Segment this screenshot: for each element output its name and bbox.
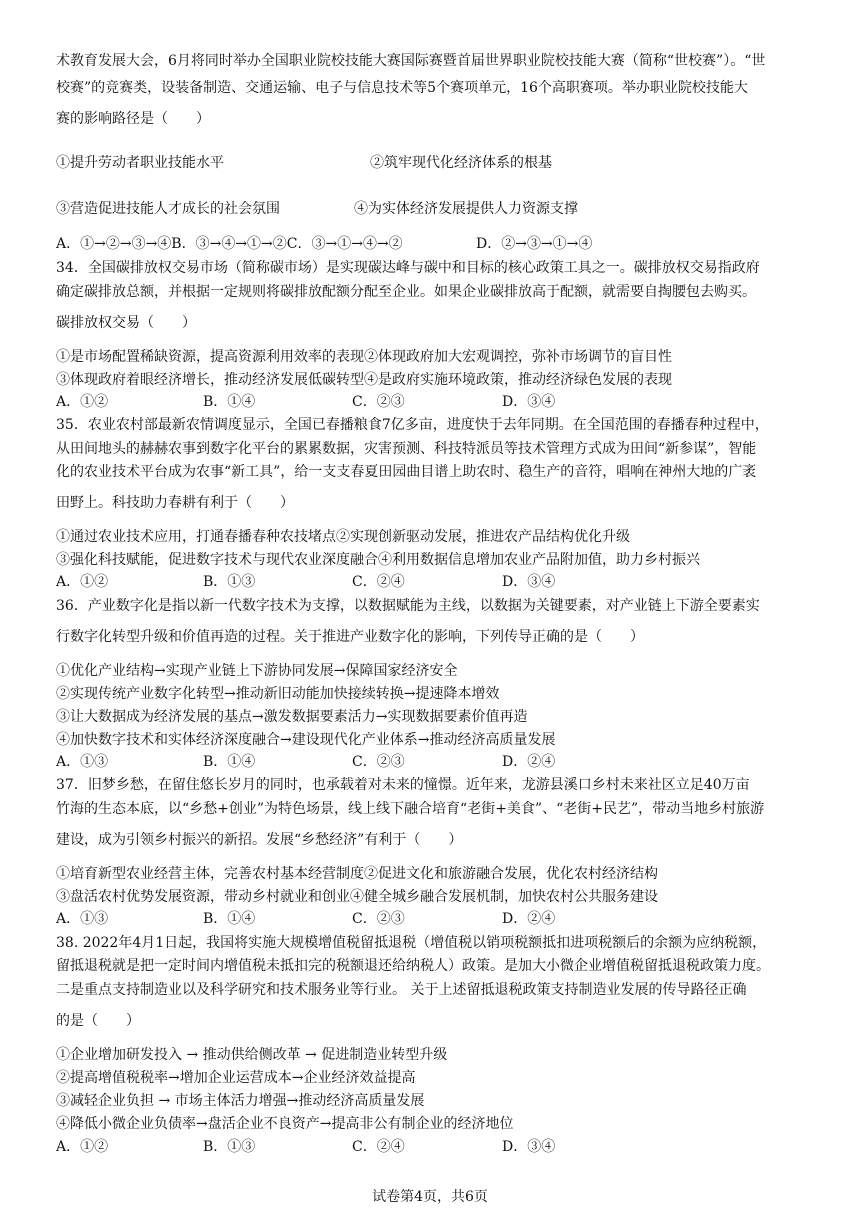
intro-line: 校赛”的竞赛类，设装备制造、交通运输、电子与信息技术等5个赛项单元，16个高职赛项。举办职业院校技能大	[56, 80, 748, 96]
q38-item: ②提高增值税税率→增加企业运营成本→企业经济效益提高	[56, 1070, 416, 1086]
intro-item: ②筑牢现代化经济体系的根基	[370, 155, 552, 171]
q36-option-b: B．①④	[203, 754, 256, 770]
q37-item: ①培育新型农业经营主体，完善农村基本经营制度②促进文化和旅游融合发展，优化农村经济结构	[56, 866, 658, 882]
q38-option-a: A．①②	[56, 1139, 109, 1155]
q38-item: ③减轻企业负担 → 市场主体活力增强→推动经济高质量发展	[56, 1093, 425, 1109]
intro-item: ①提升劳动者职业技能水平	[56, 155, 224, 171]
q34-line: 碳排放权交易（ ）	[56, 315, 196, 331]
q37-option-c: C．②③	[352, 911, 405, 927]
q38-line: 的是（ ）	[56, 1013, 140, 1029]
q34-line: 34．全国碳排放权交易市场（简称碳市场）是实现碳达峰与碳中和目标的核心政策工具之一。碳排放权交易指政府	[56, 260, 760, 276]
q34-option-d: D．③④	[502, 394, 556, 410]
q34-option-a: A．①②	[56, 394, 109, 410]
q35-line: 化的农业技术平台成为农事“新工具”，给一支支春夏田园曲目谱上助农时、稳生产的音符，唱响在神州大地的广袤	[56, 464, 757, 480]
q35-option-c: C．②④	[352, 574, 405, 590]
intro-line: 术教育发展大会，6月将同时举办全国职业院校技能大赛国际赛暨首届世界职业院校技能大赛（简称“世校赛”）。“世	[56, 53, 766, 69]
q36-item: ③让大数据成为经济发展的基点→激发数据要素活力→实现数据要素价值再造	[56, 709, 528, 725]
q36-option-d: D．②④	[502, 754, 556, 770]
q36-option-a: A．①③	[56, 754, 109, 770]
intro-line: 赛的影响路径是（ ）	[56, 111, 210, 127]
q36-item: ①优化产业结构→实现产业链上下游协同发展→保障国家经济安全	[56, 663, 458, 679]
q34-option-b: B．①④	[203, 394, 256, 410]
q35-line: 35．农业农村部最新农情调度显示，全国已春播粮食7亿多亩，进度快于去年同期。在全国范围的春播春种过程中，	[56, 417, 769, 433]
q35-line: 从田间地头的赫赫农事到数字化平台的累累数据，灾害预测、科技特派员等技术管理方式成为田间“新参谋”，智能	[56, 441, 757, 457]
q35-item: ③强化科技赋能，促进数字技术与现代农业深度融合④利用数据信息增加农业产品附加值，助力乡村振兴	[56, 552, 700, 568]
q36-item: ④加快数字技术和实体经济深度融合→建设现代化产业体系→推动经济高质量发展	[56, 732, 556, 748]
q34-line: 确定碳排放总额，并根据一定规则将碳排放配额分配至企业。如果企业碳排放高于配额，就需要自掏腰包去购买。	[56, 284, 756, 300]
q36-option-c: C．②③	[352, 754, 405, 770]
q35-option-a: A．①②	[56, 574, 109, 590]
q38-line: 留抵退税就是把一定时间内增值税未抵扣完的税额退还给纳税人）政策。是加大小微企业增值税留抵退税政策力度。	[56, 958, 770, 974]
q38-item: ④降低小微企业负债率→盘活企业不良资产→提高非公有制企业的经济地位	[56, 1116, 514, 1132]
q36-line: 36．产业数字化是指以新一代数字技术为支撑，以数据赋能为主线，以数据为关键要素，对产业链上下游全要素实	[56, 598, 760, 614]
q37-line: 竹海的生态本底，以“乡愁+创业”为特色场景，线上线下融合培育“老街+美食”、“老街+民艺”，带动当地乡村旅游	[56, 801, 765, 817]
q34-item: ③体现政府着眼经济增长，推动经济发展低碳转型④是政府实施环境政策，推动经济绿色发展的表现	[56, 372, 672, 388]
intro-option: A．①→②→③→④B．③→④→①→②C．③→①→④→②	[56, 236, 403, 252]
intro-item: ④为实体经济发展提供人力资源支撑	[354, 201, 578, 217]
page-footer: 试卷第4页，共6页	[372, 1189, 488, 1205]
intro-option: D．②→③→①→④	[476, 236, 593, 252]
q38-option-b: B．①③	[203, 1139, 256, 1155]
q35-option-b: B．①③	[203, 574, 256, 590]
q37-option-d: D．②④	[502, 911, 556, 927]
q38-item: ①企业增加研发投入 → 推动供给侧改革 → 促进制造业转型升级	[56, 1047, 448, 1063]
intro-item: ③营造促进技能人才成长的社会氛围	[56, 201, 280, 217]
q35-item: ①通过农业技术应用，打通春播春种农技堵点②实现创新驱动发展，推进农产品结构优化升级	[56, 529, 630, 545]
q38-line: 二是重点支持制造业以及科学研究和技术服务业等行业。 关于上述留抵退税政策支持制造业发展的传导路径正确	[56, 982, 747, 998]
q34-option-c: C．②③	[352, 394, 405, 410]
q38-line: 38. 2022年4月1日起，我国将实施大规模增值税留抵退税（增值税以销项税额抵扣进项税额后的余额为应纳税额，	[56, 935, 767, 951]
q34-item: ①是市场配置稀缺资源，提高资源利用效率的表现②体现政府加大宏观调控，弥补市场调节的盲目性	[56, 349, 672, 365]
q37-option-b: B．①④	[203, 911, 256, 927]
q37-item: ③盘活农村优势发展资源，带动乡村就业和创业④健全城乡融合发展机制，加快农村公共服务建设	[56, 889, 658, 905]
q35-line: 田野上。科技助力春耕有利于（ ）	[56, 495, 294, 511]
q38-option-c: C．②④	[352, 1139, 405, 1155]
q38-option-d: D．③④	[502, 1139, 556, 1155]
q35-option-d: D．③④	[502, 574, 556, 590]
q37-line: 37．旧梦乡愁，在留住悠长岁月的同时，也承载着对未来的憧憬。近年来，龙游县溪口乡村未来社区立足40万亩	[56, 777, 750, 793]
q36-item: ②实现传统产业数字化转型→推动新旧动能加快接续转换→提速降本增效	[56, 686, 500, 702]
q37-line: 建设，成为引领乡村振兴的新招。发展“乡愁经济”有利于（ ）	[56, 832, 463, 848]
q36-line: 行数字化转型升级和价值再造的过程。关于推进产业数字化的影响，下列传导正确的是（ ）	[56, 629, 644, 645]
q37-option-a: A．①③	[56, 911, 109, 927]
